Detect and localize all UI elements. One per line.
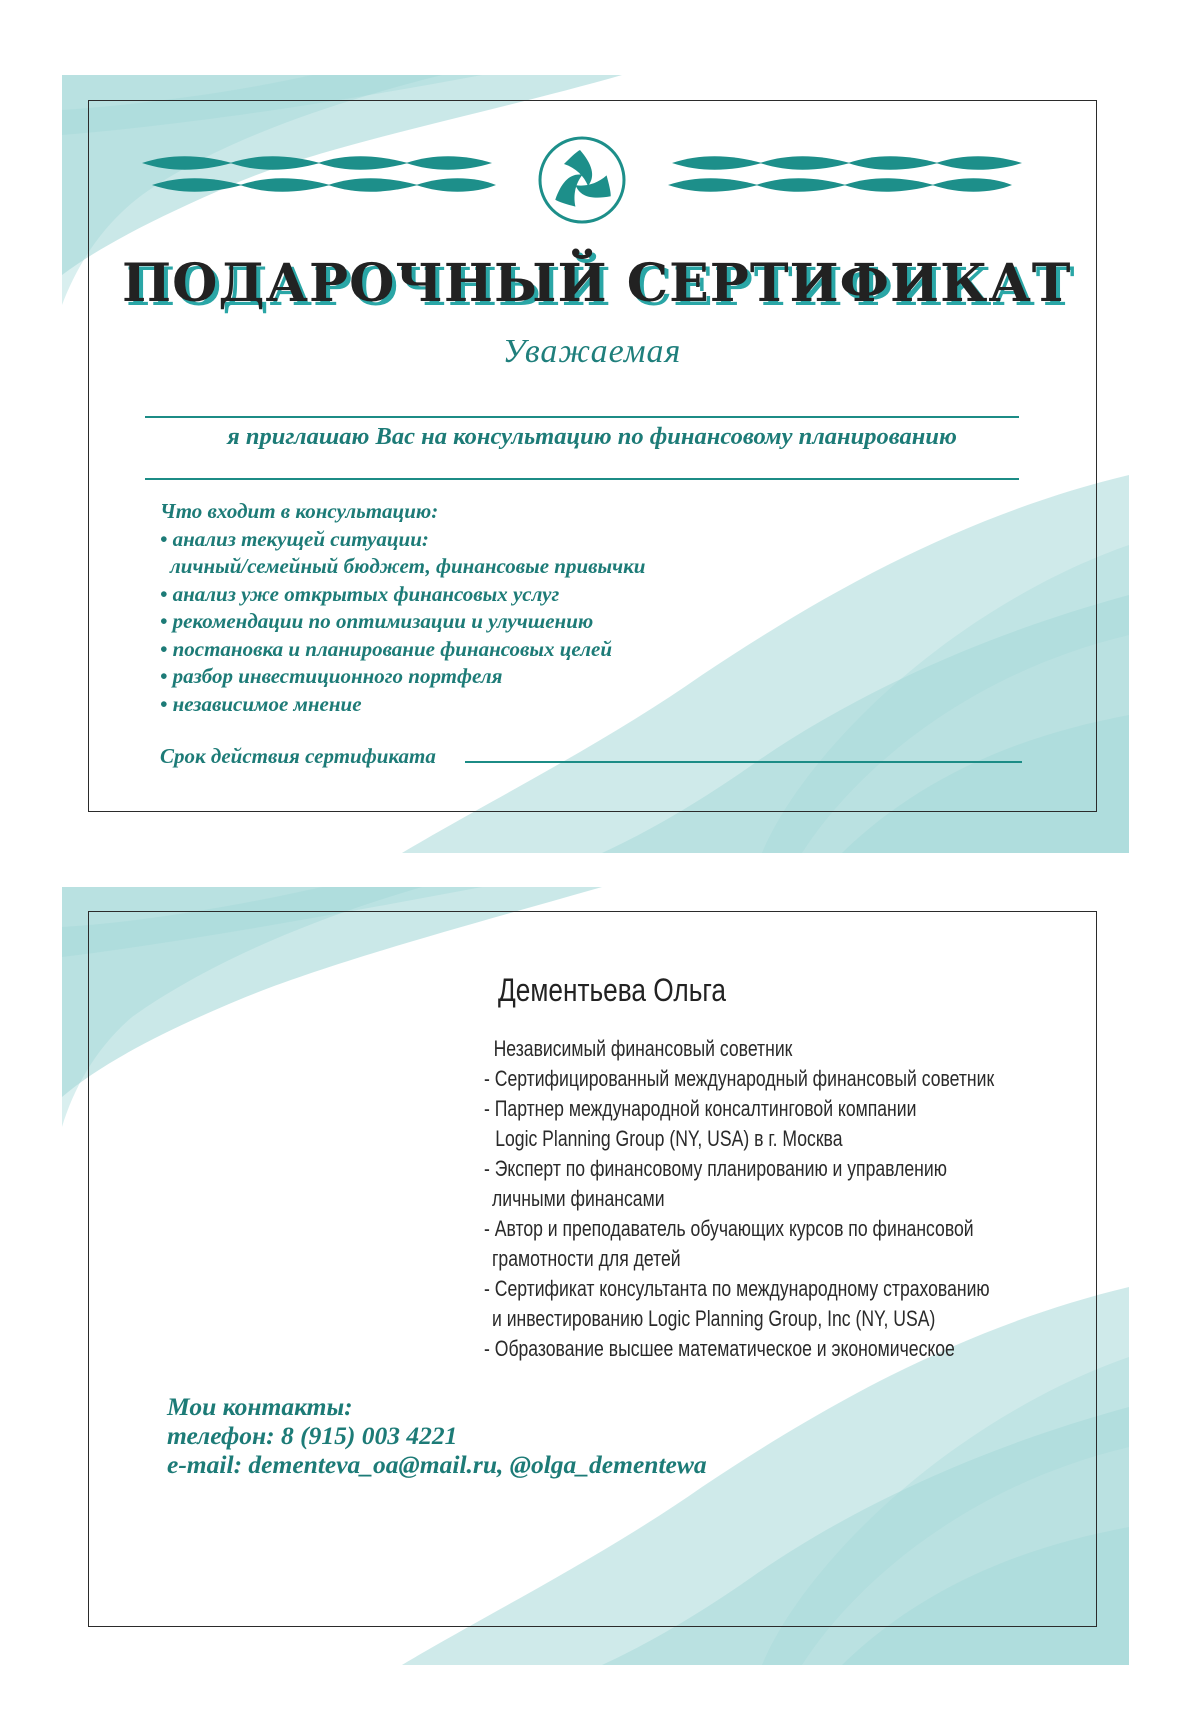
list-item: • рекомендации по оптимизации и улучшению [160,609,594,633]
contacts [167,1392,707,1479]
triskelion-logo-icon [540,138,624,222]
certificate-front [62,75,1129,853]
list-item: • разбор инвестиционного портфеля [160,664,503,688]
credentials-list [484,1034,1122,1364]
includes-heading: Что входит в консультацию: [160,499,439,523]
credential-item: Logic Planning Group (NY, USA) в г. Москва [495,1126,843,1151]
list-item: • постановка и планирование финансовых целей [160,636,613,661]
credential-item: - Партнер международной консалтинговой компании [484,1096,917,1121]
list-item: • анализ текущей ситуации: [160,526,429,551]
credential-item: - Автор и преподаватель обучающих курсов по финансовой [484,1216,974,1241]
consultation-includes [160,498,960,718]
credential-item: - Сертификат консультанта по международному страхованию [484,1276,990,1301]
divider-bottom [145,478,1019,480]
credential-item: и инвестированию Logic Planning Group, Inc (NY, USA) [492,1306,936,1331]
credential-item: - Образование высшее математическое и экономическое [484,1336,955,1361]
credential-item: Независимый финансовый советник [493,1036,793,1061]
credential-item: - Эксперт по финансовому планированию и управлению [484,1156,947,1181]
certificate-back [62,887,1129,1665]
emblem [142,135,1022,245]
certificate-title: ПОДАРОЧНЫЙ СЕРТИФИКАТ [122,253,1072,314]
validity-label: Срок действия сертификата [160,744,436,768]
credential-item: грамотности для детей [492,1246,681,1271]
invitation-text: я приглашаю Вас на консультацию по финансовому планированию [227,423,957,450]
contacts-heading: Мои контакты: [167,1392,353,1421]
divider-top [145,416,1019,418]
credential-item: личными финансами [492,1186,665,1211]
person-name: Дементьева Ольга [498,972,726,1008]
phone-number[interactable]: телефон: 8 (915) 003 4221 [167,1421,458,1450]
validity-fill-line [465,761,1022,763]
list-item: личный/семейный бюджет, финансовые привычки [170,554,646,578]
salutation: Уважаемая [502,333,682,370]
list-item: • независимое мнение [160,691,362,716]
credential-item: - Сертифицированный международный финансовый советник [484,1066,995,1091]
email-address[interactable]: e-mail: dementeva_oa@mail.ru, @olga_dementewa [167,1450,707,1479]
list-item: • анализ уже открытых финансовых услуг [160,581,560,606]
